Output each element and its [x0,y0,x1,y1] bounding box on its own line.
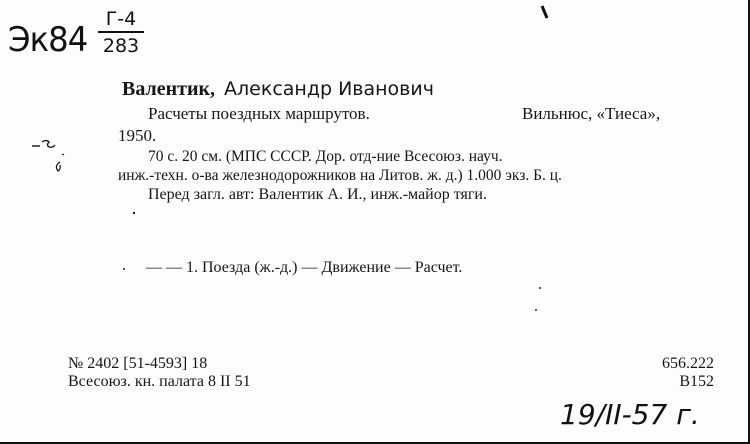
subject-heading: — — 1. Поезда (ж.-д.) — Движение — Расчет. [146,259,463,276]
collation-line-1: 70 с. 20 см. (МПС СССР. Дор. отд-ние Всесоюз. науч. [148,148,503,165]
udc-code: 656.222 [662,355,714,372]
library-code: В152 [679,373,714,390]
handwritten-margin-mark [28,132,74,178]
author-note: Перед загл. авт: Валентик А. И., инж.-майор тяги. [148,186,487,203]
handwritten-date: 19/II-57 г. [560,398,700,431]
shelfmark-code: Эк84 [8,20,88,60]
author-heading [122,78,434,101]
shelfmark-fraction-top: Г-4 [105,8,137,30]
publication-year: 1950. [118,126,157,145]
collation-line-2: инж.-техн. о-ва железнодорожников на Литов. ж. д.) 1.000 экз. Б. ц. [118,167,562,184]
shelfmark-fraction [98,8,144,57]
order-number: № 2402 [51-4593] 18 [68,355,208,372]
fraction-bar [98,31,144,33]
shelfmark-fraction-bottom: 283 [102,35,140,57]
speck-mark [120,205,140,285]
tick-mark [538,2,552,22]
title-line: Расчеты поездных маршрутов. [148,104,370,123]
publisher-line: Вильнюс, «Тиеса», [522,104,661,123]
author-surname: Валентик, [122,78,216,100]
chamber-line: Всесоюз. кн. палата 8 II 51 [68,373,251,390]
speck-mark-right [530,280,550,320]
author-given-names: Александр Иванович [224,78,434,100]
